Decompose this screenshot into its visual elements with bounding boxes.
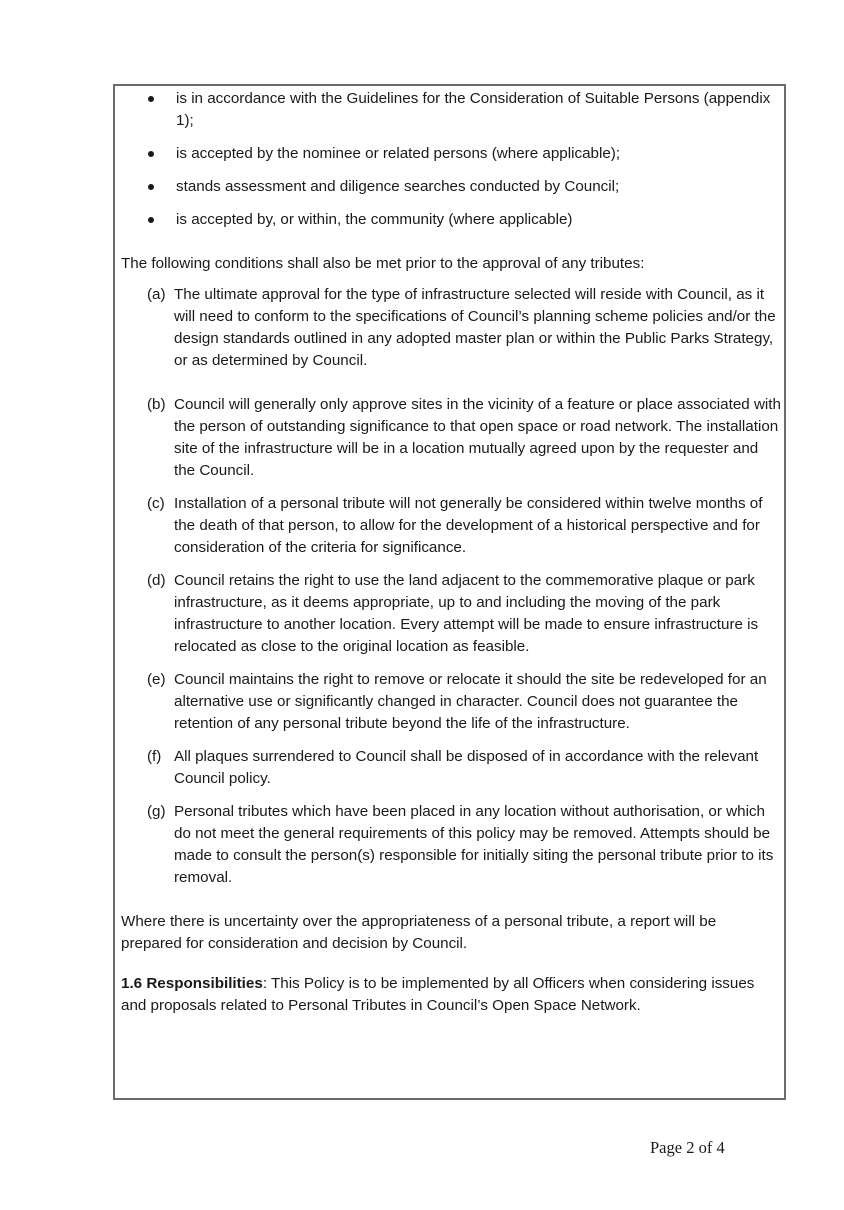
condition-item: (e) Council maintains the right to remove or relocate it should the site be redeveloped for an alternative use or significantly changed in character. Council does not guarantee the retention of any personal tribute beyond the life of the infrastructure. — [147, 671, 767, 732]
condition-item: (d) Council retains the right to use the land adjacent to the commemorative plaque or park infrastructure, as it deems appropriate, up to and including the moving of the park infrastructure to another location. Every attempt will be made to ensure infrastructure is relocated as close to the original location as feasible. — [147, 572, 759, 655]
conditions-intro: The following conditions shall also be met prior to the approval of any tributes: — [121, 255, 645, 272]
document-body — [121, 88, 781, 1017]
conditions-list — [121, 284, 781, 889]
bullet-icon — [148, 217, 154, 223]
bullet-icon — [148, 184, 154, 190]
bullet-icon — [148, 151, 154, 157]
bullet-item: is accepted by the nominee or related persons (where applicable); — [121, 143, 781, 165]
bullet-icon — [148, 96, 154, 102]
condition-item: (b) Council will generally only approve sites in the vicinity of a feature or place associated with the person of outstanding significance to that open space or road network. The installation site of the infrastructure will be in a location mutually agreed upon by the requester and the Council. — [147, 396, 781, 479]
responsibilities-section — [121, 973, 781, 1017]
page-number: Page 2 of 4 — [650, 1138, 725, 1157]
condition-item: (c) Installation of a personal tribute will not generally be considered within twelve months of the death of that person, to allow for the development of a historical perspective and for consideration of the criteria for significance. — [147, 495, 763, 556]
criteria-bullet-list — [121, 88, 781, 231]
responsibilities-heading: 1.6 Responsibilities — [121, 975, 263, 992]
condition-item: (a) The ultimate approval for the type of infrastructure selected will reside with Council, as it will need to conform to the specifications of Council’s planning scheme policies and/or the design standards outlined in any adopted master plan or within the Public Parks Strategy, or as determined by Council. — [147, 286, 776, 369]
bullet-item: is accepted by, or within, the community (where applicable) — [121, 209, 781, 231]
condition-item: (f) All plaques surrendered to Council shall be disposed of in accordance with the relevant Council policy. — [147, 748, 759, 787]
responsibilities-text: : This Policy is to be implemented by all Officers when considering issues and proposals related to Personal Tributes in Council’s Open Space Network. — [121, 975, 755, 1014]
condition-item: (g) Personal tributes which have been placed in any location without authorisation, or which do not meet the general requirements of this policy may be removed. Attempts should be made to consult the person(s) responsible for initially siting the personal tribute prior to its removal. — [147, 803, 774, 886]
bullet-item: is in accordance with the Guidelines for the Consideration of Suitable Persons (appendix 1); — [121, 88, 781, 132]
closing-paragraph: Where there is uncertainty over the appropriateness of a personal tribute, a report will be prepared for consideration and decision by Council. — [121, 913, 717, 952]
bullet-item: stands assessment and diligence searches conducted by Council; — [121, 176, 781, 198]
